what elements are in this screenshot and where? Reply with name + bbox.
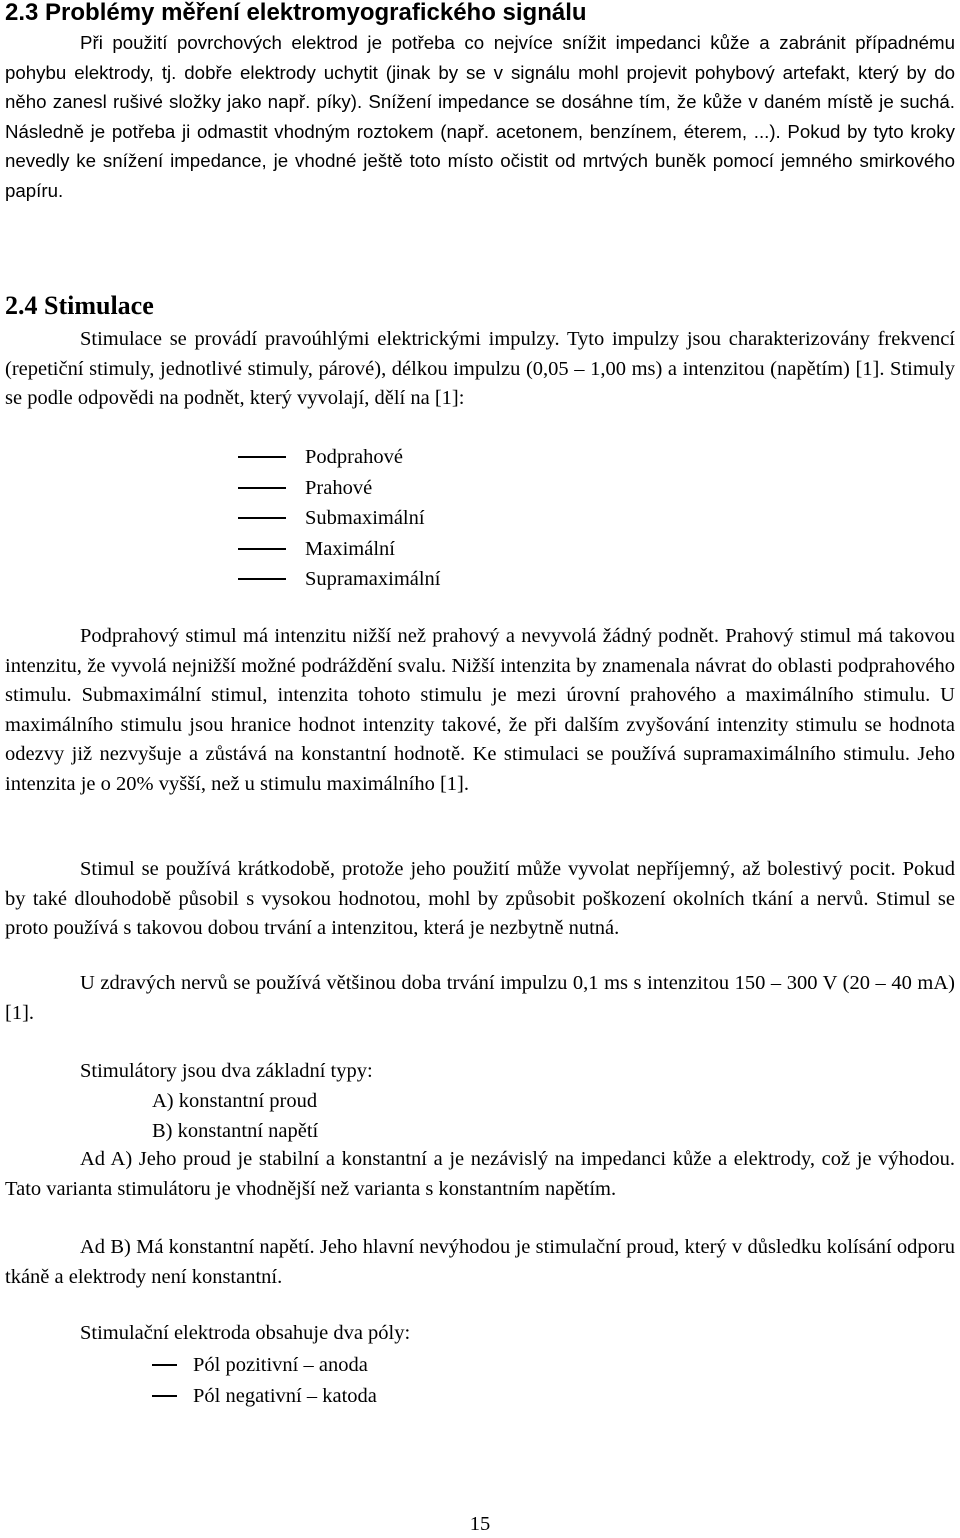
paragraph-short-stimulus: Stimul se používá krátkodobě, protože jeho použití může vyvolat nepříjemný, až bolestivý pocit. Pokud by také dlouhodobě působil s vysokou hodnotou, mohl by způsobit poškození okolních tkání a nervů. Stimul se proto používá s takovou dobou trvání a intenzitou, která je nezbytně nutná.: [5, 858, 955, 940]
stimulus-types-list: [238, 442, 441, 595]
poles-list: [152, 1350, 377, 1411]
dash-bullet: [152, 1364, 177, 1366]
paragraph-ad-a: Ad A) Jeho proud je stabilní a konstantní a je nezávislý na impedanci kůže a elektrody, což je výhodou. Tato varianta stimulátoru je vhodnější než varianta s konstantním napětím.: [5, 1148, 955, 1200]
dash-bullet: [238, 548, 286, 550]
paragraph-healthy-nerves: U zdravých nervů se používá většinou doba trvání impulzu 0,1 ms s intenzitou 150 – 300 V (20 – 40 mA) [1].: [5, 972, 955, 1024]
section-title-2-4: 2.4 Stimulace: [5, 291, 154, 320]
dash-bullet: [238, 456, 286, 458]
list-item: Pól pozitivní – anoda: [152, 1350, 377, 1381]
paragraph-stimulus-thresholds: Podprahový stimul má intenzitu nižší než prahový a nevyvolá žádný podnět. Prahový stimul má takovou intenzitu, že vyvolá nejnižší možné podráždění svalu. Nižší intenzita by znamenala návrat do oblasti podprahového stimulu. Submaximální stimul, intenzita tohoto stimulu je mezi úrovní prahového a maximálního stimulu. U maximálního stimulu jsou hranice hodnot intenzity takové, že při dalším zvyšování intenzity stimulu se hodnota odezvy již nezvyšuje a zůstává na konstantní hodnotě. Ke stimulaci se používá supramaximálního stimulu. Jeho intenzita je o 20% vyšší, než u stimulu maximálního [1].: [5, 625, 955, 795]
list-item: B) konstantní napětí: [152, 1119, 319, 1142]
list-item: Supramaximální: [238, 564, 441, 595]
paragraph-stimulator-types: Stimulátory jsou dva základní typy:: [80, 1060, 373, 1082]
dash-bullet: [238, 487, 286, 489]
page-number: 15: [469, 1513, 491, 1535]
dash-bullet: [238, 517, 286, 519]
list-item: Prahové: [238, 473, 441, 504]
list-item: Maximální: [238, 534, 441, 565]
dash-bullet: [238, 578, 286, 580]
paragraph-stimulation-intro: Stimulace se provádí pravoúhlými elektrickými impulzy. Tyto impulzy jsou charakterizovány frekvencí (repetiční stimuly, jednotlivé stimuly, párové), délkou impulzu (0,05 – 1,00 ms) a intenzitou (napětím) [1]. Stimuly se podle odpovědi na podnět, který vyvolají, dělí na [1]:: [5, 328, 955, 410]
list-item: Pól negativní – katoda: [152, 1381, 377, 1412]
stimulator-types-list: [152, 1087, 318, 1146]
list-item: Podprahové: [238, 442, 441, 473]
dash-bullet: [152, 1395, 177, 1397]
paragraph-ad-b: Ad B) Má konstantní napětí. Jeho hlavní nevýhodou je stimulační proud, který v důsledku kolísání odporu tkáně a elektrody není konstantní.: [5, 1236, 955, 1288]
section-title-2-3: 2.3 Problémy měření elektromyografického signálu: [5, 0, 587, 26]
list-item: A) konstantní proud: [152, 1090, 318, 1112]
paragraph-emg-problems: Při použití povrchových elektrod je potřeba co nejvíce snížit impedanci kůže a zabránit případnému pohybu elektrody, tj. dobře elektrody uchytit (jinak by se v signálu mohl projevit pohybový artefakt, který by do něho zanesl rušivé složky jako např. píky). Snížení impedance se dosáhne tím, že kůže v daném místě je suchá. Následně je potřeba ji odmastit vhodným roztokem (např. acetonem, benzínem, éterem, ...). Pokud by tyto kroky nevedly ke snížení impedance, je vhodné ještě toto místo očistit od mrtvých buněk pomocí jemného smirkového papíru.: [5, 32, 955, 201]
paragraph-stimulation-electrode: Stimulační elektroda obsahuje dva póly:: [80, 1322, 411, 1344]
list-item: Submaximální: [238, 503, 441, 534]
